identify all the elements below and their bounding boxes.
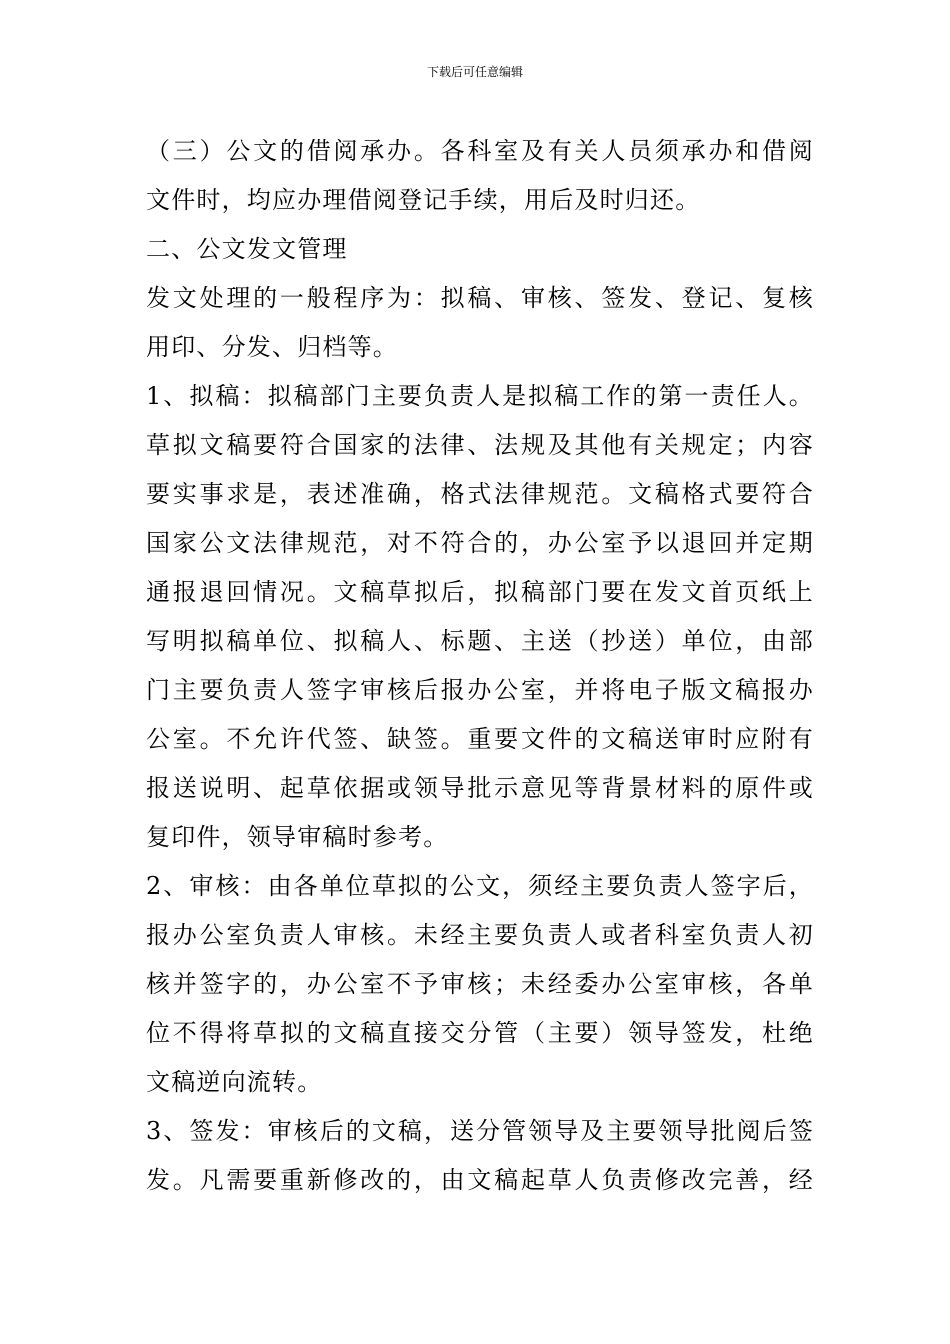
text-line: 2、审核：由各单位草拟的公文，须经主要负责人签字后， xyxy=(146,872,814,900)
text-line: 写明拟稿单位、拟稿人、标题、主送（抄送）单位，由部 xyxy=(146,627,814,655)
text-line: 二、公文发文管理 xyxy=(146,235,348,263)
paragraph-borrowing xyxy=(146,127,814,225)
text-line: 发文处理的一般程序为：拟稿、审核、签发、登记、复核 xyxy=(146,284,814,312)
text-line: 3、签发：审核后的文稿，送分管领导及主要领导批阅后签 xyxy=(146,1117,814,1145)
text-line: 用印、分发、归档等。 xyxy=(146,333,398,361)
section-heading xyxy=(146,225,814,274)
text-line: 门主要负责人签字审核后报办公室，并将电子版文稿报办 xyxy=(146,676,814,704)
paragraph-review xyxy=(146,862,814,1107)
text-line: 公室。不允许代签、缺签。重要文件的文稿送审时应附有 xyxy=(146,725,814,753)
text-line: 复印件，领导审稿时参考。 xyxy=(146,823,449,851)
text-line: 要实事求是，表述准确，格式法律规范。文稿格式要符合 xyxy=(146,480,814,508)
page-header: 下载后可任意编辑 xyxy=(426,65,523,79)
paragraph-signing xyxy=(146,1107,814,1205)
text-line: 核并签字的，办公室不予审核；未经委办公室审核，各单 xyxy=(146,970,814,998)
text-line: （三）公文的借阅承办。各科室及有关人员须承办和借阅 xyxy=(146,137,814,165)
text-line: 文稿逆向流转。 xyxy=(146,1068,323,1096)
text-line: 1、拟稿：拟稿部门主要负责人是拟稿工作的第一责任人。 xyxy=(146,382,814,410)
text-line: 文件时，均应办理借阅登记手续，用后及时归还。 xyxy=(146,186,701,214)
text-line: 通报退回情况。文稿草拟后，拟稿部门要在发文首页纸上 xyxy=(146,578,814,606)
paragraph-procedure xyxy=(146,274,814,372)
text-line: 国家公文法律规范，对不符合的，办公室予以退回并定期 xyxy=(146,529,814,557)
text-line: 报办公室负责人审核。未经主要负责人或者科室负责人初 xyxy=(146,921,814,949)
text-line: 草拟文稿要符合国家的法律、法规及其他有关规定；内容 xyxy=(146,431,814,459)
text-line: 位不得将草拟的文稿直接交分管（主要）领导签发，杜绝 xyxy=(146,1019,814,1047)
document-body xyxy=(146,127,814,1205)
text-line: 发。凡需要重新修改的，由文稿起草人负责修改完善，经 xyxy=(146,1166,814,1194)
text-line: 报送说明、起草依据或领导批示意见等背景材料的原件或 xyxy=(146,774,814,802)
paragraph-drafting xyxy=(146,372,814,862)
